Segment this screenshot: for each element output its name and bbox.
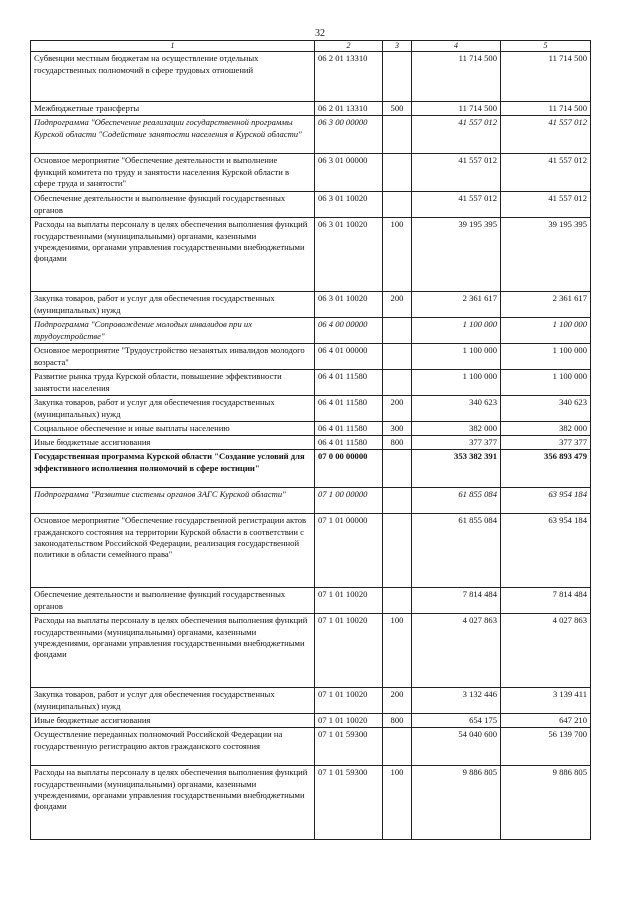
row-expense-type-cell: 200 — [383, 396, 412, 422]
row-name-cell: Расходы на выплаты персоналу в целях обеспечения выполнения функций государственными (муниципальными) органами, казенными учреждениями, органами управления государственными внебюджетными фондами — [31, 614, 315, 688]
row-amount-1-cell: 340 623 — [412, 396, 501, 422]
row-code-cell: 06 4 01 00000 — [315, 344, 383, 370]
table-row — [31, 688, 591, 714]
row-expense-type-cell — [383, 514, 412, 588]
table-row — [31, 370, 591, 396]
row-amount-2-cell: 3 139 411 — [501, 688, 591, 714]
row-amount-1-cell: 382 000 — [412, 422, 501, 436]
row-code-cell: 07 1 01 10020 — [315, 614, 383, 688]
row-amount-2-cell: 9 886 805 — [501, 766, 591, 840]
row-name-cell: Социальное обеспечение и иные выплаты населению — [31, 422, 315, 436]
row-expense-type-cell: 200 — [383, 292, 412, 318]
row-amount-1-cell: 1 100 000 — [412, 318, 501, 344]
row-amount-1-cell: 41 557 012 — [412, 154, 501, 192]
row-amount-2-cell: 340 623 — [501, 396, 591, 422]
row-name-cell: Осуществление переданных полномочий Российской Федерации на государственную регистрацию актов гражданского состояния — [31, 728, 315, 766]
row-amount-2-cell: 382 000 — [501, 422, 591, 436]
row-amount-2-cell: 63 954 184 — [501, 514, 591, 588]
row-amount-2-cell: 41 557 012 — [501, 116, 591, 154]
row-amount-1-cell: 61 855 084 — [412, 514, 501, 588]
row-amount-1-cell: 41 557 012 — [412, 192, 501, 218]
row-name-cell: Подпрограмма "Сопровождение молодых инвалидов при их трудоустройстве" — [31, 318, 315, 344]
row-name-cell: Закупка товаров, работ и услуг для обеспечения государственных (муниципальных) нужд — [31, 688, 315, 714]
row-amount-1-cell: 61 855 084 — [412, 488, 501, 514]
row-name-cell: Иные бюджетные ассигнования — [31, 714, 315, 728]
row-amount-1-cell: 4 027 863 — [412, 614, 501, 688]
table-row — [31, 766, 591, 840]
row-expense-type-cell — [383, 370, 412, 396]
row-expense-type-cell — [383, 52, 412, 102]
row-name-cell: Иные бюджетные ассигнования — [31, 436, 315, 450]
row-name-cell: Межбюджетные трансферты — [31, 102, 315, 116]
table-row — [31, 488, 591, 514]
table-row — [31, 714, 591, 728]
row-code-cell: 06 3 01 00000 — [315, 154, 383, 192]
row-code-cell: 07 1 00 00000 — [315, 488, 383, 514]
row-amount-2-cell: 4 027 863 — [501, 614, 591, 688]
page-number: 32 — [315, 28, 325, 39]
row-name-cell: Расходы на выплаты персоналу в целях обеспечения выполнения функций государственными (муниципальными) органами, казенными учреждениями, органами управления государственными внебюджетными фондами — [31, 218, 315, 292]
row-amount-1-cell: 654 175 — [412, 714, 501, 728]
row-amount-2-cell: 41 557 012 — [501, 154, 591, 192]
row-code-cell: 06 4 01 11580 — [315, 436, 383, 450]
row-expense-type-cell — [383, 192, 412, 218]
row-expense-type-cell — [383, 154, 412, 192]
table-row — [31, 514, 591, 588]
column-number-row — [31, 41, 591, 52]
row-name-cell: Основное мероприятие "Обеспечение государственной регистрации актов гражданского состояния на территории Курской области в соответствии с законодательством Российской Федерации, реализация государственной политики в области семейного права" — [31, 514, 315, 588]
row-name-cell: Подпрограмма "Развитие системы органов ЗАГС Курской области" — [31, 488, 315, 514]
row-expense-type-cell — [383, 344, 412, 370]
table-row — [31, 450, 591, 488]
row-amount-1-cell: 11 714 500 — [412, 52, 501, 102]
row-name-cell: Обеспечение деятельности и выполнение функций государственных органов — [31, 192, 315, 218]
row-code-cell: 07 1 01 10020 — [315, 588, 383, 614]
table-row — [31, 154, 591, 192]
row-amount-1-cell: 2 361 617 — [412, 292, 501, 318]
row-amount-2-cell: 1 100 000 — [501, 344, 591, 370]
row-code-cell: 07 1 01 10020 — [315, 688, 383, 714]
row-expense-type-cell: 800 — [383, 436, 412, 450]
table-row — [31, 728, 591, 766]
row-amount-1-cell: 1 100 000 — [412, 370, 501, 396]
row-name-cell: Закупка товаров, работ и услуг для обеспечения государственных (муниципальных) нужд — [31, 292, 315, 318]
row-expense-type-cell — [383, 318, 412, 344]
table-row — [31, 52, 591, 102]
table-row — [31, 396, 591, 422]
row-expense-type-cell — [383, 116, 412, 154]
row-amount-1-cell: 7 814 484 — [412, 588, 501, 614]
table-row — [31, 614, 591, 688]
row-name-cell: Закупка товаров, работ и услуг для обеспечения государственных (муниципальных) нужд — [31, 396, 315, 422]
row-code-cell: 06 4 01 11580 — [315, 422, 383, 436]
row-name-cell: Основное мероприятие "Трудоустройство незанятых инвалидов молодого возраста" — [31, 344, 315, 370]
row-amount-2-cell: 356 893 479 — [501, 450, 591, 488]
row-expense-type-cell: 100 — [383, 614, 412, 688]
row-code-cell: 06 4 01 11580 — [315, 396, 383, 422]
column-number: 2 — [315, 41, 383, 52]
row-amount-1-cell: 3 132 446 — [412, 688, 501, 714]
row-amount-1-cell: 11 714 500 — [412, 102, 501, 116]
row-amount-1-cell: 39 195 395 — [412, 218, 501, 292]
row-expense-type-cell — [383, 488, 412, 514]
row-name-cell: Государственная программа Курской области "Создание условий для эффективного исполнения полномочий в сфере юстиции" — [31, 450, 315, 488]
row-name-cell: Подпрограмма "Обеспечение реализации государственной программы Курской области "Содействие занятости населения в Курской области" — [31, 116, 315, 154]
row-name-cell: Обеспечение деятельности и выполнение функций государственных органов — [31, 588, 315, 614]
row-amount-2-cell: 2 361 617 — [501, 292, 591, 318]
row-amount-2-cell: 11 714 500 — [501, 52, 591, 102]
table-row — [31, 102, 591, 116]
row-expense-type-cell: 300 — [383, 422, 412, 436]
row-amount-1-cell: 1 100 000 — [412, 344, 501, 370]
column-number: 1 — [31, 41, 315, 52]
row-name-cell: Субвенции местным бюджетам на осуществление отдельных государственных полномочий в сфере трудовых отношений — [31, 52, 315, 102]
row-code-cell: 06 4 00 00000 — [315, 318, 383, 344]
column-number: 3 — [383, 41, 412, 52]
row-expense-type-cell — [383, 588, 412, 614]
column-number: 5 — [501, 41, 591, 52]
row-amount-2-cell: 41 557 012 — [501, 192, 591, 218]
row-amount-1-cell: 54 040 600 — [412, 728, 501, 766]
table-row — [31, 344, 591, 370]
row-name-cell: Основное мероприятие "Обеспечение деятельности и выполнение функций комитета по труду и занятости населения Курской области в сфере труда и занятости" — [31, 154, 315, 192]
row-code-cell: 06 2 01 13310 — [315, 52, 383, 102]
row-name-cell: Расходы на выплаты персоналу в целях обеспечения выполнения функций государственными (муниципальными) органами, казенными учреждениями, органами управления государственными внебюджетными фондами — [31, 766, 315, 840]
table-row — [31, 588, 591, 614]
row-amount-2-cell: 377 377 — [501, 436, 591, 450]
row-expense-type-cell: 200 — [383, 688, 412, 714]
row-amount-1-cell: 9 886 805 — [412, 766, 501, 840]
table-row — [31, 218, 591, 292]
row-code-cell: 06 3 01 10020 — [315, 292, 383, 318]
row-code-cell: 06 4 01 11580 — [315, 370, 383, 396]
row-code-cell: 06 3 00 00000 — [315, 116, 383, 154]
row-code-cell: 07 1 01 10020 — [315, 714, 383, 728]
row-amount-2-cell: 647 210 — [501, 714, 591, 728]
row-code-cell: 06 3 01 10020 — [315, 218, 383, 292]
table-row — [31, 116, 591, 154]
row-expense-type-cell — [383, 728, 412, 766]
row-expense-type-cell: 100 — [383, 218, 412, 292]
row-amount-2-cell: 63 954 184 — [501, 488, 591, 514]
row-amount-1-cell: 41 557 012 — [412, 116, 501, 154]
row-amount-1-cell: 377 377 — [412, 436, 501, 450]
row-code-cell: 07 0 00 00000 — [315, 450, 383, 488]
row-code-cell: 07 1 01 00000 — [315, 514, 383, 588]
row-amount-1-cell: 353 382 391 — [412, 450, 501, 488]
row-code-cell: 06 2 01 13310 — [315, 102, 383, 116]
row-amount-2-cell: 39 195 395 — [501, 218, 591, 292]
table-row — [31, 318, 591, 344]
row-amount-2-cell: 56 139 700 — [501, 728, 591, 766]
row-amount-2-cell: 1 100 000 — [501, 370, 591, 396]
row-code-cell: 07 1 01 59300 — [315, 728, 383, 766]
row-expense-type-cell — [383, 450, 412, 488]
row-expense-type-cell: 800 — [383, 714, 412, 728]
table-row — [31, 292, 591, 318]
row-amount-2-cell: 7 814 484 — [501, 588, 591, 614]
column-number: 4 — [412, 41, 501, 52]
budget-table — [30, 40, 591, 840]
row-amount-2-cell: 1 100 000 — [501, 318, 591, 344]
row-expense-type-cell: 100 — [383, 766, 412, 840]
table-row — [31, 422, 591, 436]
table-row — [31, 436, 591, 450]
row-expense-type-cell: 500 — [383, 102, 412, 116]
row-code-cell: 07 1 01 59300 — [315, 766, 383, 840]
row-amount-2-cell: 11 714 500 — [501, 102, 591, 116]
row-code-cell: 06 3 01 10020 — [315, 192, 383, 218]
row-name-cell: Развитие рынка труда Курской области, повышение эффективности занятости населения — [31, 370, 315, 396]
table-row — [31, 192, 591, 218]
